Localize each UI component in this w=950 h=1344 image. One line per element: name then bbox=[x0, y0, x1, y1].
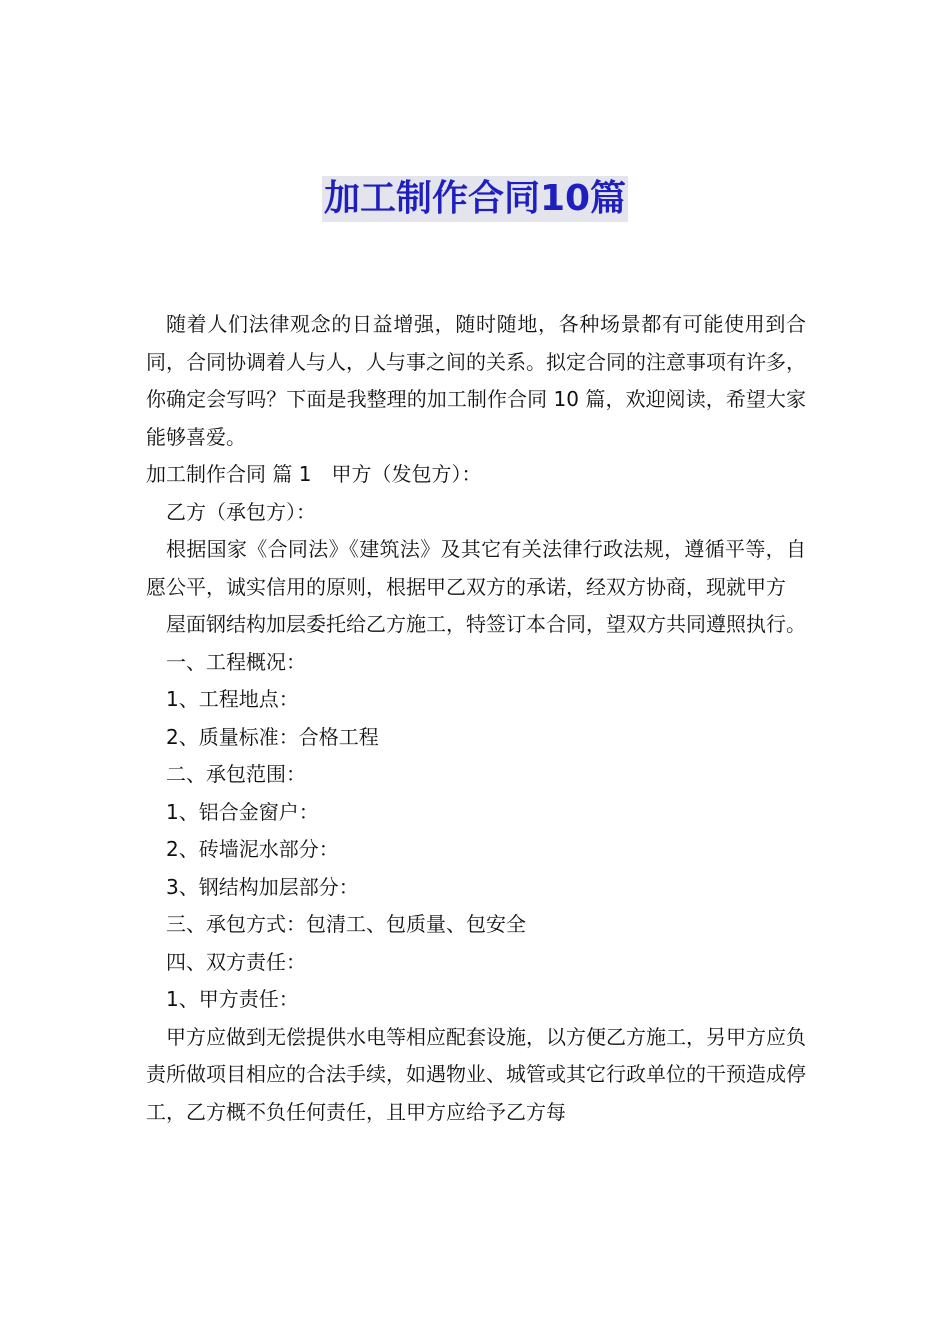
basis-paragraph: 根据国家《合同法》《建筑法》及其它有关法律行政法规，遵循平等，自愿公平，诚实信用的原则，根据甲乙双方的承诺，经双方协商，现就甲方 bbox=[146, 537, 806, 599]
party-b-line: 乙方（承包方）： bbox=[166, 499, 316, 524]
list-item: 3、钢结构加层部分： bbox=[166, 874, 359, 899]
list-item: 1、铝合金窗户： bbox=[166, 799, 319, 824]
document-body bbox=[146, 306, 806, 1131]
list-item: 1、工程地点： bbox=[166, 687, 299, 711]
title-container bbox=[0, 176, 950, 222]
intro-paragraph: 随着人们法律观念的日益增强，随时随地，各种场景都有可能使用到合同，合同协调着人与人，人与事之间的关系。拟定合同的注意事项有许多，你确定会写吗？下面是我整理的加工制作合同 10 篇，欢迎阅读，希望大家能够喜爱。 bbox=[146, 312, 806, 449]
list-item: 1、甲方责任： bbox=[166, 987, 299, 1011]
list-item: 2、质量标准：合格工程 bbox=[166, 724, 379, 749]
responsibility-paragraph: 甲方应做到无偿提供水电等相应配套设施，以方便乙方施工，另甲方应负责所做项目相应的合法手续，如遇物业、城管或其它行政单位的干预造成停工，乙方概不负任何责任，且甲方应给予乙方每 bbox=[146, 1024, 806, 1124]
scope-paragraph: 屋面钢结构加层委托给乙方施工，特签订本合同，望双方共同遵照执行。 bbox=[166, 612, 806, 636]
section-heading: 一、工程概况： bbox=[166, 649, 306, 674]
list-item: 2、砖墙泥水部分： bbox=[166, 837, 339, 861]
section-heading: 二、承包范围： bbox=[166, 762, 306, 786]
contract-heading-line: 加工制作合同 篇 1 甲方（发包方）： bbox=[146, 462, 482, 486]
section-heading: 三、承包方式：包清工、包质量、包安全 bbox=[166, 912, 526, 936]
section-heading: 四、双方责任： bbox=[166, 949, 306, 974]
document-title: 加工制作合同10篇 bbox=[322, 176, 628, 222]
